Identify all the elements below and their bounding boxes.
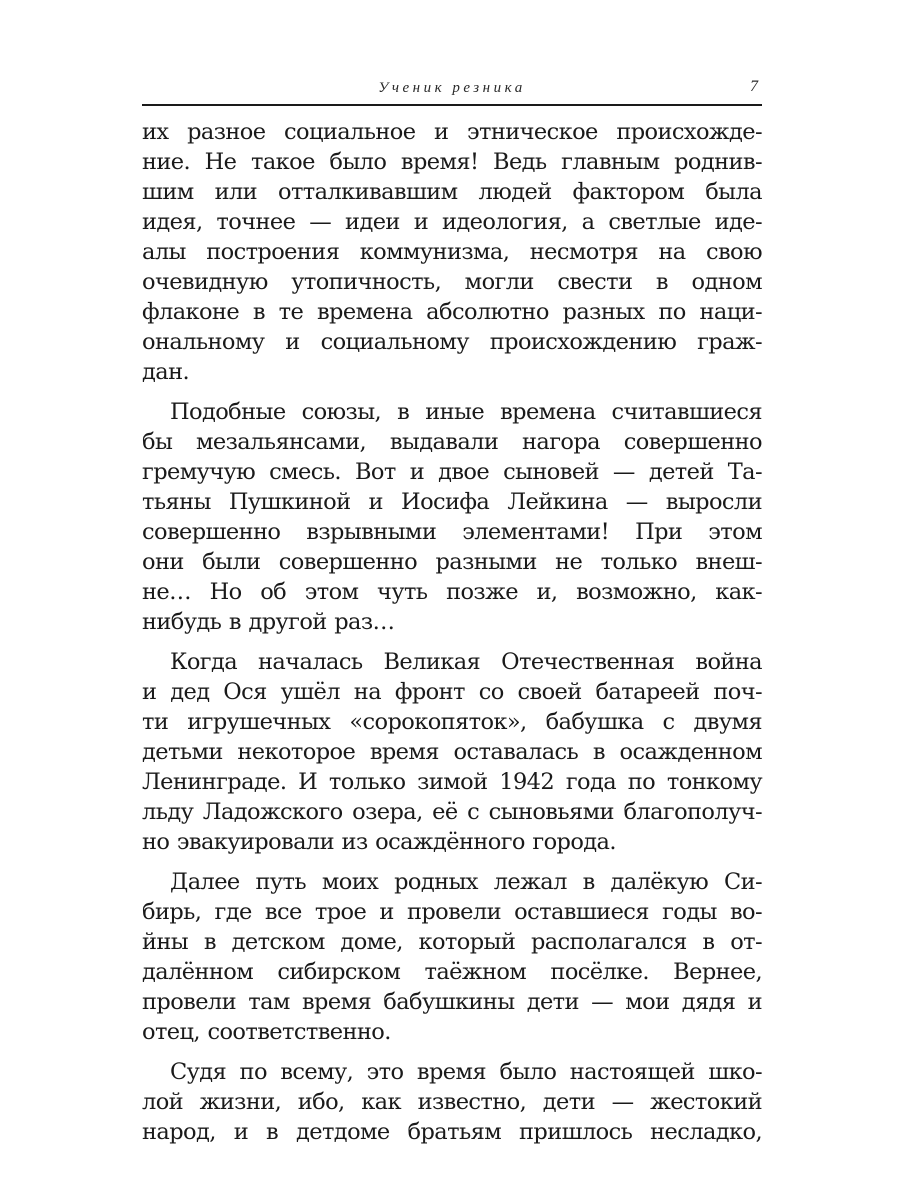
text-line: бы мезальянсами, выдавали нагора совершенно	[142, 429, 762, 455]
paragraph-1	[142, 117, 762, 387]
text-line: не… Но об этом чуть позже и, возможно, как-	[142, 579, 762, 605]
body-text	[142, 117, 762, 1157]
text-line: провели там время бабушкины дети — мои дядя и	[142, 989, 762, 1015]
paragraph-5	[142, 1057, 762, 1147]
text-line: шим или отталкивавшим людей фактором была	[142, 179, 762, 205]
header-rule	[142, 104, 762, 106]
text-line: флаконе в те времена абсолютно разных по наци-	[142, 299, 762, 325]
running-title: Ученик резника	[378, 80, 526, 96]
text-line: и дед Ося ушёл на фронт со своей батареей поч-	[142, 679, 762, 705]
text-line: льду Ладожского озера, её с сыновьями благополуч-	[142, 799, 762, 825]
text-line: отец, соответственно.	[142, 1019, 391, 1045]
text-line: Подобные союзы, в иные времена считавшиеся	[170, 399, 762, 425]
text-line: народ, и в детдоме братьям пришлось несладко,	[142, 1119, 762, 1145]
text-line: йны в детском доме, который располагался в от-	[142, 929, 762, 955]
text-line: ние. Не такое было время! Ведь главным роднив-	[142, 149, 762, 175]
text-line: далённом сибирском таёжном посёлке. Вернее,	[142, 959, 762, 985]
text-line: бирь, где все трое и провели оставшиеся годы во-	[142, 899, 762, 925]
paragraph-2	[142, 397, 762, 637]
text-line: детьми некоторое время оставалась в осажденном	[142, 739, 762, 765]
paragraph-4	[142, 867, 762, 1047]
page-number: 7	[750, 78, 758, 95]
text-line: дан.	[142, 359, 190, 385]
text-line: но эвакуировали из осаждённого города.	[142, 829, 616, 855]
paragraph-3	[142, 647, 762, 857]
text-line: алы построения коммунизма, несмотря на свою	[142, 239, 762, 265]
text-line: Ленинграде. И только зимой 1942 года по тонкому	[142, 769, 762, 795]
text-line: Судя по всему, это время было настоящей шко-	[170, 1059, 762, 1085]
text-line: их разное социальное и этническое происхожде-	[142, 119, 762, 145]
text-line: Далее путь моих родных лежал в далёкую Си-	[170, 869, 762, 895]
text-line: тьяны Пушкиной и Иосифа Лейкина — выросли	[142, 489, 762, 515]
text-line: идея, точнее — идеи и идеология, а светлые иде-	[142, 209, 762, 235]
text-line: ти игрушечных «сорокопяток», бабушка с двумя	[142, 709, 762, 735]
text-line: очевидную утопичность, могли свести в одном	[142, 269, 762, 295]
text-line: они были совершенно разными не только внеш-	[142, 549, 762, 575]
text-line: лой жизни, ибо, как известно, дети — жестокий	[142, 1089, 762, 1115]
text-line: гремучую смесь. Вот и двое сыновей — детей Та-	[142, 459, 762, 485]
text-line: нибудь в другой раз…	[142, 609, 395, 635]
text-line: совершенно взрывными элементами! При этом	[142, 519, 762, 545]
running-header	[142, 80, 762, 102]
text-line: Когда началась Великая Отечественная война	[170, 649, 762, 675]
text-line: ональному и социальному происхождению граж-	[142, 329, 762, 355]
